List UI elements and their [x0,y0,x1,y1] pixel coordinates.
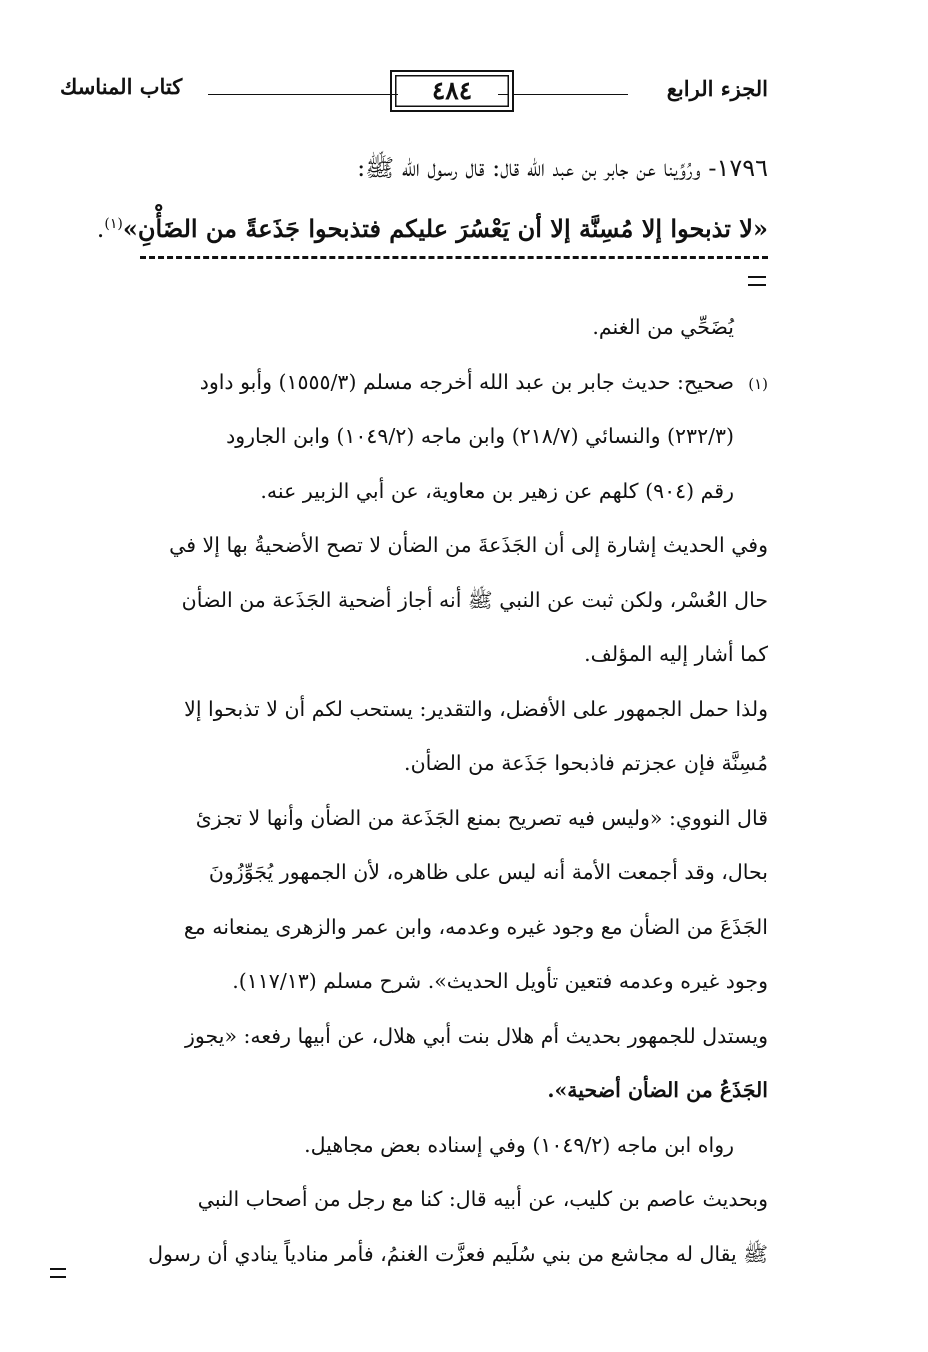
header-rule-left [208,94,398,95]
footnote-line-1 [52,355,768,410]
footnote-line-9: قال النووي: «وليس فيه تصريح بمنع الجَذَعة من الضأن وأنها لا تجزئ [195,805,768,830]
footnote-line-7: ولذا حمل الجمهور على الأفضل، والتقدير: يستحب لكم أن لا تذبحوا إلا [184,696,768,721]
footnote-line-4: وفي الحديث إشارة إلى أن الجَذَعةَ من الضأن لا تصح الأضحيةُ بها إلا في [169,533,768,557]
footnote-line-2: (٢٣٢/٣) والنسائي (٢١٨/٧) وابن ماجه (١٠٤٩/٢) وابن الجارود [226,424,734,448]
hadith-quote: «لا تذبحوا إلا مُسِنَّة إلا أن يَعْسُرَ عليكم فتذبحوا جَذَعةً من الضَأْنِ» [122,214,768,243]
footnotes [52,300,768,1281]
footnote-line-16: وبحديث عاصم بن كليب، عن أبيه قال: كنا مع رجل من أصحاب النبي [197,1187,768,1211]
header-part-title: الجزء الرابع [666,76,768,101]
footnote-reference: (١) [104,216,123,232]
footnote-line-1-text: صحيح: حديث جابر بن عبد الله أخرجه مسلم (١٥٥٥/٣) وأبو داود [199,369,734,394]
footnote-line-10: بحال، وقد أجمعت الأمة أنه ليس على ظاهره، لأن الجمهور يُجَوِّزُونَ [208,860,768,884]
hadith-text [60,140,768,257]
footnote-line-3: رقم (٩٠٤) كلهم عن زهير بن معاوية، عن أبي الزبير عنه. [260,478,734,503]
footnote-line-11: الجَذَعَ من الضأن مع وجود غيره وعدمه، وابن عمر والزهرى يمنعانه مع [183,914,768,939]
footnote-separator [140,256,768,259]
header-book-title: كتاب المناسك [60,74,183,99]
hadith-line-2: «لا تذبحوا إلا مُسِنَّة إلا أن يَعْسُرَ عليكم فتذبحوا جَذَعةً من الضَأْنِ»$^{(١)}$. [96,214,768,243]
footnote-line-6: كما أشار إليه المؤلف. [584,642,768,666]
footnote-carry-over: يُضَحِّي من الغنم. [592,315,734,339]
footnote-marker: (١) [748,374,768,393]
running-header [60,70,768,114]
footnote-line-8: مُسِنَّة فإن عجزتم فاذبحوا جَذَعة من الضأن. [404,751,768,775]
footnote-line-5: حال العُسْر، ولكن ثبت عن النبي ﷺ أنه أجاز أضحية الجَذَعة من الضأن [181,587,768,612]
footnote-line-14: الجَذَعُ من الضأن أضحية». [547,1078,768,1102]
continuation-mark-bottom [50,1268,66,1278]
page-number-box: ٤٨٤ [390,70,514,112]
footnote-line-13: ويستدل للجمهور بحديث أم هلال بنت أبي هلال، عن أبيها رفعه: «يجوز [185,1023,768,1048]
hadith-line-1: ١٧٩٦- ورُوِّينا عن جابر بن عبد الله قال: قال رسول الله ﷺ: [357,154,768,182]
continuation-mark-top [748,276,766,286]
header-rule-right [498,94,628,95]
footnote-line-15: رواه ابن ماجه (١٠٤٩/٢) وفي إسناده بعض مجاهيل. [304,1132,734,1157]
footnote-line-12: وجود غيره وعدمه فتعين تأويل الحديث». شرح مسلم (١١٧/١٣). [232,969,768,993]
footnote-line-17: ﷺ يقال له مجاشع من بني سُلَيم فعزَّت الغنمُ، فأمر منادياً ينادي أن رسول [148,1241,768,1266]
